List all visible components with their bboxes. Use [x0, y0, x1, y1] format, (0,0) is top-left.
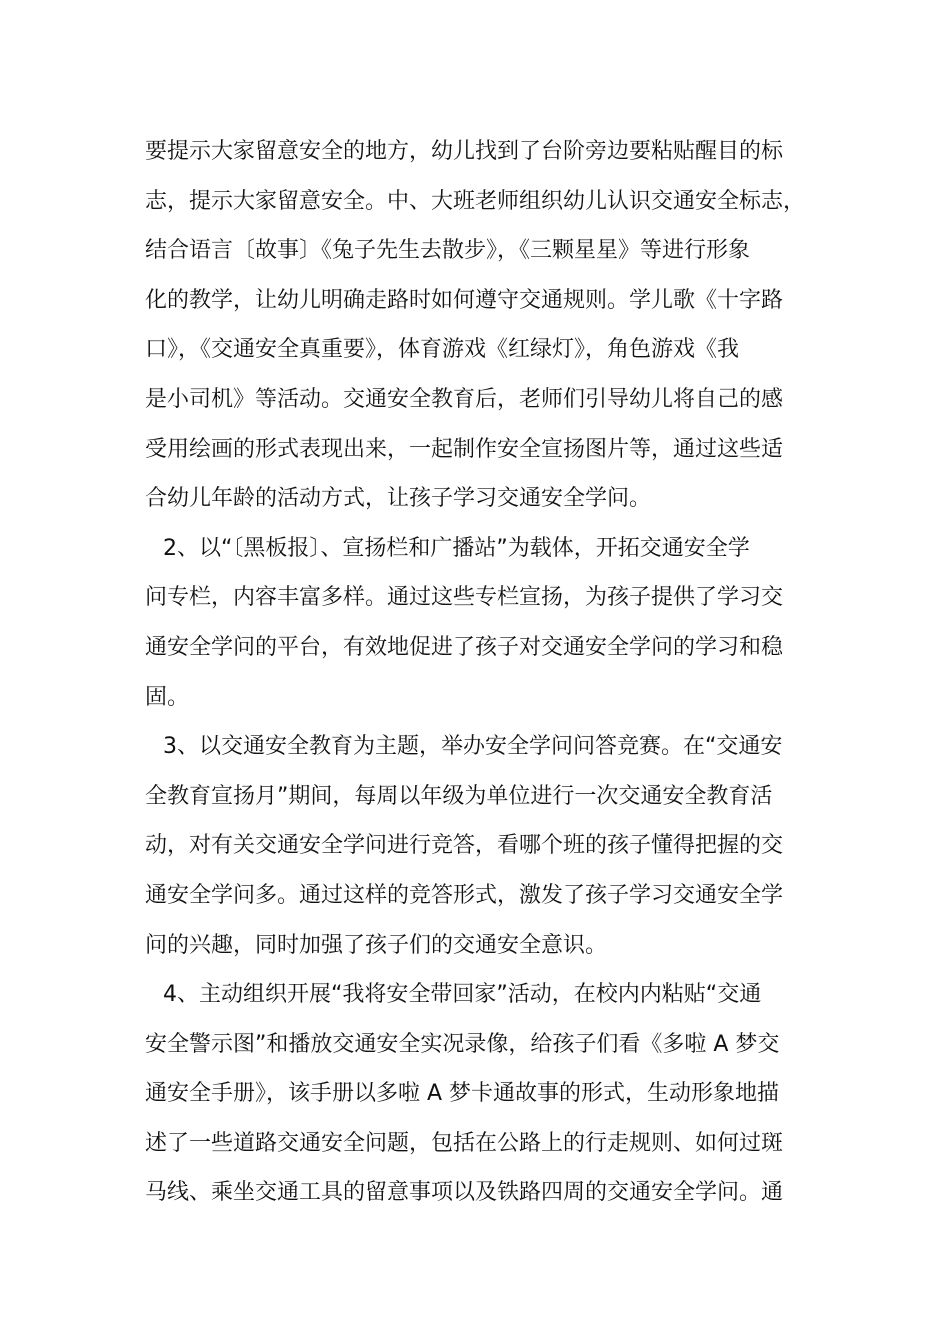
text-line: 结合语言〔故事〕《兔子先生去散步》，《三颗星星》等进行形象: [145, 238, 751, 264]
text-line: 4、主动组织开展“我将安全带回家”活动，在校内内粘贴“交通: [163, 982, 762, 1008]
text-line: 合幼儿年龄的活动方式，让孩子学习交通安全学问。: [145, 486, 652, 512]
text-line: 通安全手册》，该手册以多啦 A 梦卡通故事的形式，生动形象地描: [145, 1081, 780, 1107]
text-line: 动，对有关交通安全学问进行竞答，看哪个班的孩子懂得把握的交: [145, 833, 784, 859]
text-line: 马线、乘坐交通工具的留意事项以及铁路四周的交通安全学问。通: [145, 1180, 784, 1206]
text-line: 口》，《交通安全真重要》，体育游戏《红绿灯》，角色游戏《我: [145, 337, 740, 363]
text-line: 通安全学问多。通过这样的竞答形式，激发了孩子学习交通安全学: [145, 882, 784, 908]
text-line: 志，提示大家留意安全。中、大班老师组织幼儿认识交通安全标志，: [145, 188, 806, 214]
text-line: 通安全学问的平台，有效地促进了孩子对交通安全学问的学习和稳: [145, 634, 784, 660]
text-line: 述了一些道路交通安全问题，包括在公路上的行走规则、如何过斑: [145, 1130, 784, 1156]
body-text: [145, 127, 825, 1218]
text-line: 受用绘画的形式表现出来，一起制作安全宣扬图片等，通过这些适: [145, 436, 784, 462]
text-line: 化的教学，让幼儿明确走路时如何遵守交通规则。学儿歌《十字路: [145, 287, 784, 313]
text-line: 安全警示图”和播放交通安全实况录像，给孩子们看《多啦 A 梦交: [145, 1031, 780, 1057]
text-line: 3、以交通安全教育为主题，举办安全学问问答竞赛。在“交通安: [163, 734, 783, 760]
text-line: 要提示大家留意安全的地方，幼儿找到了台阶旁边要粘贴醒目的标: [145, 139, 784, 164]
text-line: 固。: [145, 684, 190, 710]
text-line: 问专栏，内容丰富多样。通过这些专栏宣扬，为孩子提供了学习交: [145, 585, 784, 611]
text-line: 2、以“〔黑板报〕、宣扬栏和广播站”为载体，开拓交通安全学: [163, 535, 750, 561]
text-line: 是小司机》等活动。交通安全教育后，老师们引导幼儿将自己的感: [145, 386, 784, 412]
text-line: 问的兴趣，同时加强了孩子们的交通安全意识。: [145, 932, 608, 958]
text-line: 全教育宣扬月”期间，每周以年级为单位进行一次交通安全教育活: [145, 783, 773, 809]
